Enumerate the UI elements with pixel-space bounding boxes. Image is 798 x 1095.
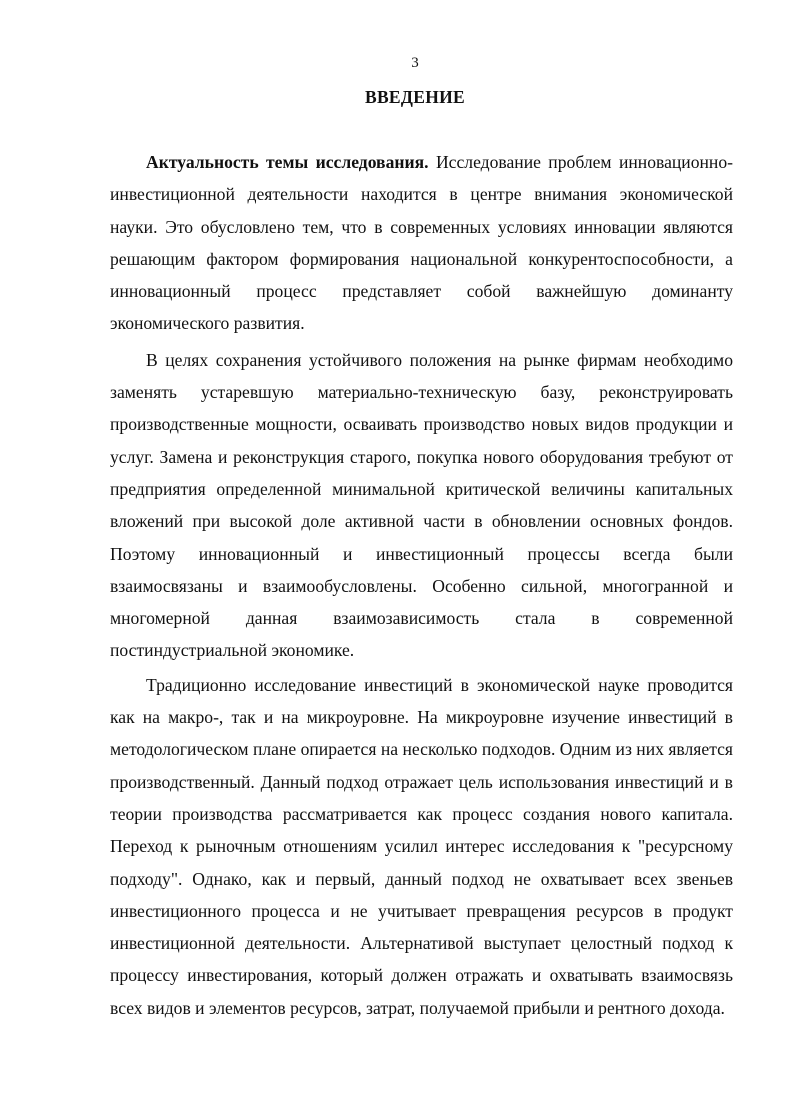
paragraph-relevance <box>110 146 733 340</box>
page-title: ВВЕДЕНИЕ <box>364 87 466 107</box>
page-number: 3 <box>411 55 419 71</box>
paragraph-text: Исследование проблем инновационно-инвестиционной деятельности находится в центре внимания экономической науки. Это обусловлено тем, что в современных условиях инновации являются решающим фактором формирования национальной конкурентоспособности, а инновационный процесс представляет собой важнейшую доминанту экономического развития. <box>110 152 733 334</box>
paragraph-lead: Актуальность темы исследования. <box>146 152 429 172</box>
paragraph-innovation-investment: В целях сохранения устойчивого положения на рынке фирмам необходимо заменять устаревшую материально-техническую базу, реконструировать производственные мощности, осваивать производство новых видов продукции и услуг. Замена и реконструкция старого, покупка нового оборудования требуют от предприятия определенной минимальной критической величины капитальных вложений при высокой доле активной части в обновлении основных фондов. Поэтому инновационный и инвестиционный процессы всегда были взаимосвязаны и взаимообусловлены. Особенно сильной, многогранной и многомерной данная взаимозависимость стала в современной постиндустриальной экономике. <box>110 349 733 661</box>
body-text <box>110 146 733 1024</box>
paragraph-investment-research: Традиционно исследование инвестиций в экономической науке проводится как на макро-, так и на микроуровне. На микроуровне изучение инвестиций в методологическом плане опирается на несколько подходов. Одним из них является производственный. Данный подход отражает цель использования инвестиций и в теории производства рассматривается как процесс создания нового капитала. Переход к рыночным отношениям усилил интерес исследования к "ресурсному подходу". Однако, как и первый, данный подход не охватывает всех звеньев инвестиционного процесса и не учитывает превращения ресурсов в продукт инвестиционной деятельности. Альтернативой выступает целостный подход к процессу инвестирования, который должен отражать и охватывать взаимосвязь всех видов и элементов ресурсов, затрат, получаемой прибыли и рентного дохода. <box>110 674 733 1018</box>
